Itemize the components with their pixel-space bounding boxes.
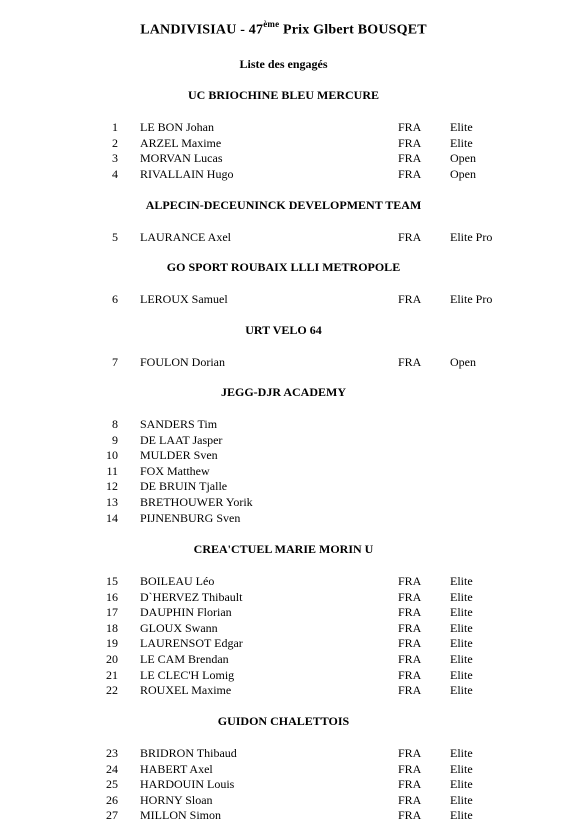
rider-row xyxy=(0,808,567,824)
rider-row xyxy=(0,167,567,183)
rider-row xyxy=(0,151,567,167)
rider-name: FOULON Dorian xyxy=(140,355,225,369)
rider-row xyxy=(0,668,567,684)
rider-row xyxy=(0,292,567,308)
rider-row xyxy=(0,464,567,480)
rider-number: 1 xyxy=(112,120,118,134)
rider-row xyxy=(0,574,567,590)
rider-number: 12 xyxy=(106,479,118,494)
rider-category: Elite xyxy=(450,135,473,150)
team-header: GO SPORT ROUBAIX LLLI METROPOLE xyxy=(166,260,401,274)
rider-nationality: FRA xyxy=(398,574,422,588)
rider-number: 16 xyxy=(106,589,118,604)
rider-number: 21 xyxy=(106,667,118,682)
rider-category: Elite xyxy=(450,620,473,635)
title-prefix: LANDIVISIAU - 47 xyxy=(140,22,264,38)
rider-row xyxy=(0,621,567,637)
rider-row xyxy=(0,511,567,527)
rider-name: LE CAM Brendan xyxy=(140,652,229,666)
rider-nationality: FRA xyxy=(398,620,422,635)
team-header: GUIDON CHALETTOIS xyxy=(217,714,350,728)
rider-name: BOILEAU Léo xyxy=(140,574,215,588)
rider-number: 3 xyxy=(112,151,118,166)
rider-name: RIVALLAIN Hugo xyxy=(140,166,234,181)
rider-name: MILLON Simon xyxy=(140,808,221,823)
rider-category: Open xyxy=(450,166,476,181)
rider-number: 5 xyxy=(112,230,118,244)
rider-row xyxy=(0,605,567,621)
rider-row xyxy=(0,495,567,511)
title-suffix: Prix Glbert BOUSQET xyxy=(279,22,427,38)
rider-name: LAURANCE Axel xyxy=(140,230,231,244)
rider-name: BRIDRON Thibaud xyxy=(140,746,237,760)
rider-nationality: FRA xyxy=(398,230,422,244)
team-header: ALPECIN-DECEUNINCK DEVELOPMENT TEAM xyxy=(145,198,422,212)
rider-name: LE CLEC'H Lomig xyxy=(140,667,235,682)
rider-category: Elite xyxy=(450,574,473,588)
rider-number: 18 xyxy=(106,620,118,635)
rider-number: 13 xyxy=(106,495,118,509)
rider-number: 27 xyxy=(106,808,118,823)
rider-row xyxy=(0,417,567,433)
document-title xyxy=(0,20,567,39)
rider-number: 9 xyxy=(112,432,118,447)
rider-category: Elite xyxy=(450,761,473,776)
rider-category: Elite xyxy=(450,667,473,682)
rider-category: Elite xyxy=(450,652,473,666)
rider-name: FOX Matthew xyxy=(140,463,210,478)
rider-category: Elite xyxy=(450,589,473,604)
rider-row xyxy=(0,746,567,762)
rider-row xyxy=(0,683,567,699)
rider-number: 22 xyxy=(106,683,118,698)
rider-nationality: FRA xyxy=(398,636,422,651)
rider-category: Elite xyxy=(450,683,473,698)
rider-nationality: FRA xyxy=(398,683,422,698)
rider-nationality: FRA xyxy=(398,605,422,620)
rider-row xyxy=(0,762,567,778)
rider-category: Elite Pro xyxy=(450,230,493,244)
rider-nationality: FRA xyxy=(398,166,422,181)
rider-number: 20 xyxy=(106,652,118,666)
rider-row xyxy=(0,777,567,793)
rider-category: Elite xyxy=(450,777,473,792)
rider-number: 24 xyxy=(106,761,118,776)
rider-category: Elite Pro xyxy=(450,292,493,306)
rider-name: BRETHOUWER Yorik xyxy=(140,495,253,509)
rider-nationality: FRA xyxy=(398,746,422,760)
team-header: JEGG-DJR ACADEMY xyxy=(221,385,346,399)
rider-category: Open xyxy=(450,151,476,166)
rider-name: DE BRUIN Tjalle xyxy=(140,479,228,494)
rider-number: 23 xyxy=(106,746,118,760)
rider-category: Elite xyxy=(450,746,473,760)
rider-number: 7 xyxy=(112,355,118,369)
rider-category: Elite xyxy=(450,636,473,651)
rider-name: HARDOUIN Louis xyxy=(140,777,235,792)
rider-row xyxy=(0,433,567,449)
rider-number: 14 xyxy=(106,510,118,525)
rider-name: LE BON Johan xyxy=(140,120,214,134)
rider-nationality: FRA xyxy=(398,792,422,807)
rider-nationality: FRA xyxy=(398,355,422,369)
rider-number: 10 xyxy=(106,448,118,463)
rider-name: ARZEL Maxime xyxy=(140,135,222,150)
rider-row xyxy=(0,120,567,136)
rider-row xyxy=(0,355,567,371)
rider-nationality: FRA xyxy=(398,292,422,306)
rider-number: 11 xyxy=(106,463,118,478)
rider-category: Elite xyxy=(450,605,473,620)
rider-name: MULDER Sven xyxy=(140,448,218,463)
rider-row xyxy=(0,652,567,668)
rider-name: MORVAN Lucas xyxy=(140,151,223,166)
rider-category: Open xyxy=(450,355,476,369)
rider-row xyxy=(0,636,567,652)
rider-nationality: FRA xyxy=(398,777,422,792)
rider-row xyxy=(0,136,567,152)
title-superscript: ème xyxy=(263,19,280,29)
team-header: UC BRIOCHINE BLEU MERCURE xyxy=(187,88,380,102)
team-header: URT VELO 64 xyxy=(245,323,322,337)
rider-nationality: FRA xyxy=(398,808,422,823)
rider-number: 6 xyxy=(112,292,118,306)
rider-row xyxy=(0,479,567,495)
rider-category: Elite xyxy=(450,808,473,823)
document-subtitle: Liste des engagés xyxy=(239,57,328,71)
rider-nationality: FRA xyxy=(398,652,422,666)
rider-name: DE LAAT Jasper xyxy=(140,432,223,447)
rider-number: 25 xyxy=(106,777,118,792)
rider-nationality: FRA xyxy=(398,120,422,134)
rider-nationality: FRA xyxy=(398,135,422,150)
rider-name: ROUXEL Maxime xyxy=(140,683,232,698)
rider-number: 15 xyxy=(106,574,118,588)
rider-row xyxy=(0,230,567,246)
rider-name: DAUPHIN Florian xyxy=(140,605,232,620)
rider-number: 17 xyxy=(106,605,118,620)
rider-category: Elite xyxy=(450,792,473,807)
rider-category: Elite xyxy=(450,120,473,134)
rider-nationality: FRA xyxy=(398,151,422,166)
rider-number: 2 xyxy=(112,135,118,150)
rider-number: 4 xyxy=(112,166,118,181)
rider-name: GLOUX Swann xyxy=(140,620,218,635)
rider-name: D`HERVEZ Thibault xyxy=(140,589,243,604)
rider-nationality: FRA xyxy=(398,761,422,776)
rider-number: 26 xyxy=(106,792,118,807)
rider-nationality: FRA xyxy=(398,667,422,682)
rider-number: 8 xyxy=(112,417,118,431)
rider-name: LAURENSOT Edgar xyxy=(140,636,243,651)
rider-name: SANDERS Tim xyxy=(140,417,218,431)
rider-name: HORNY Sloan xyxy=(140,792,213,807)
rider-number: 19 xyxy=(106,636,118,651)
rider-name: LEROUX Samuel xyxy=(140,292,228,306)
rider-row xyxy=(0,448,567,464)
rider-row xyxy=(0,590,567,606)
rider-name: HABERT Axel xyxy=(140,761,213,776)
rider-name: PIJNENBURG Sven xyxy=(140,510,241,525)
team-header: CREA'CTUEL MARIE MORIN U xyxy=(193,542,374,556)
rider-row xyxy=(0,793,567,809)
rider-nationality: FRA xyxy=(398,589,422,604)
